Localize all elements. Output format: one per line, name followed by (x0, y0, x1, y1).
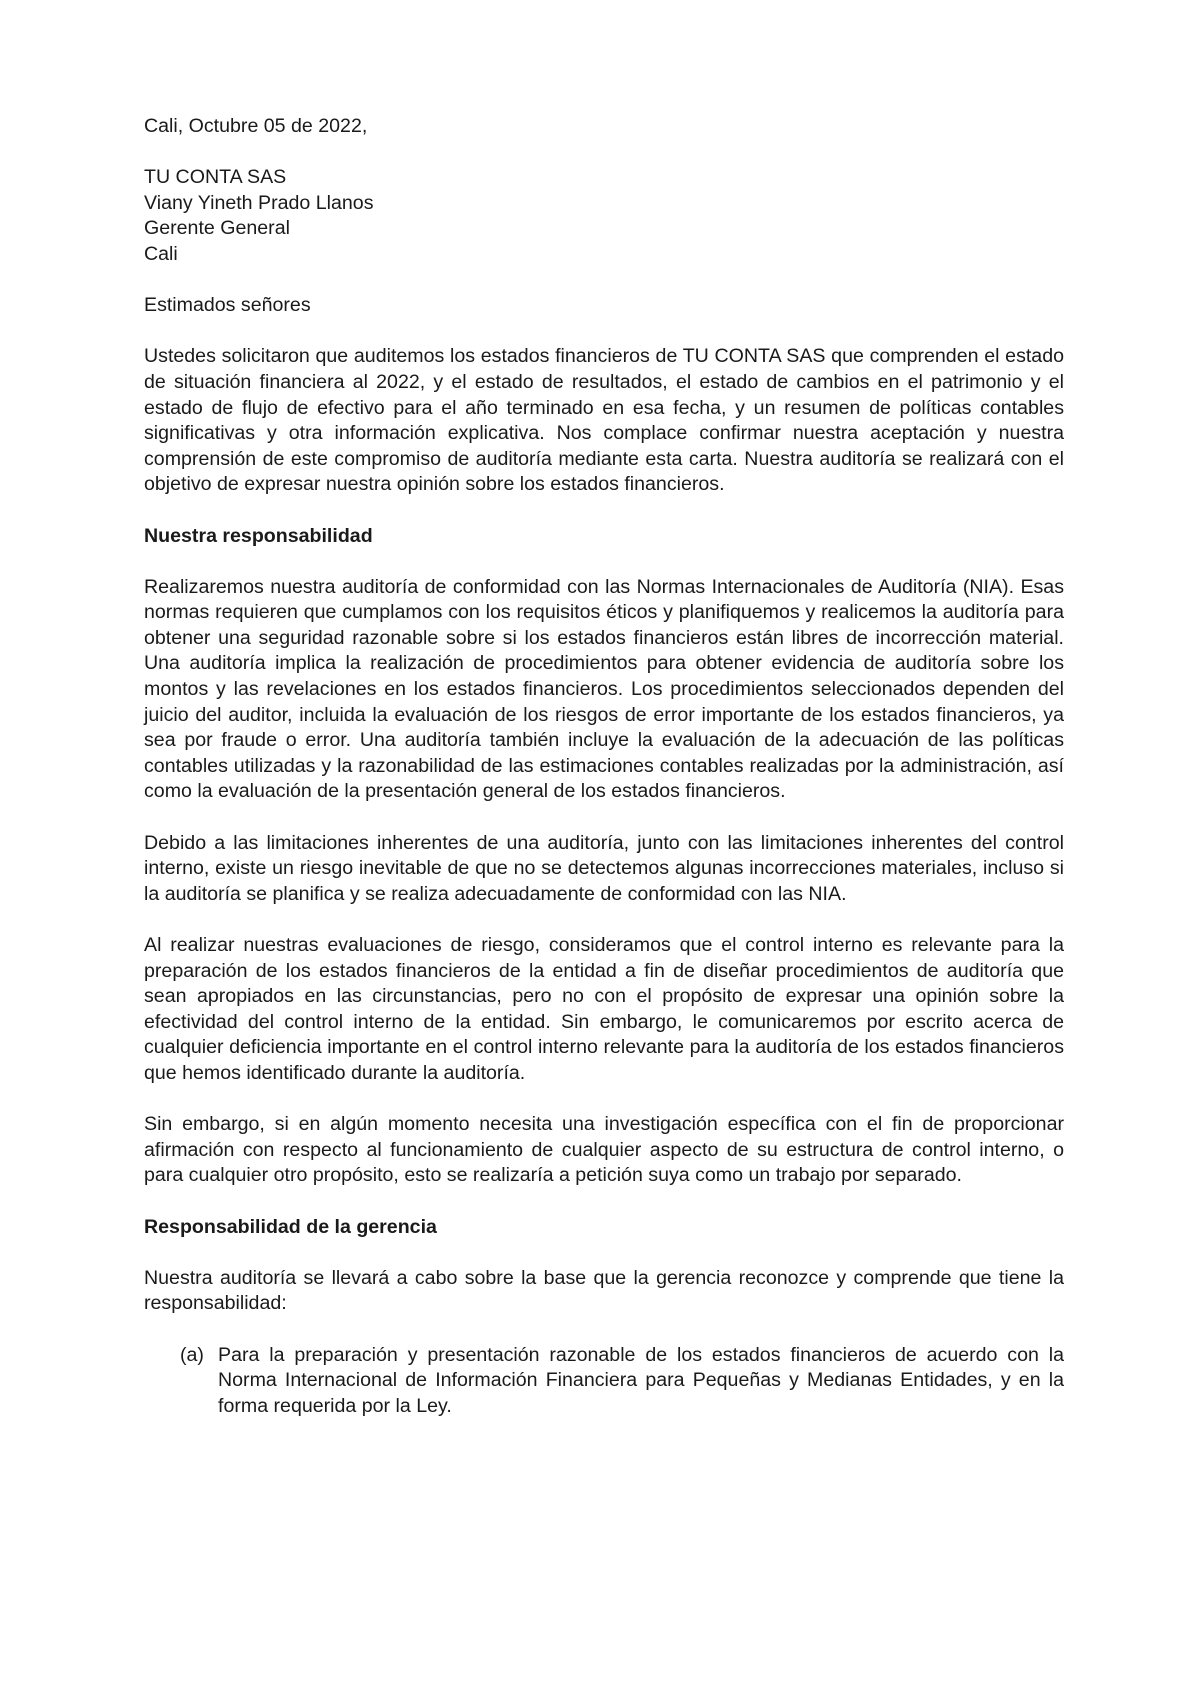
intro-paragraph: Ustedes solicitaron que auditemos los estados financieros de TU CONTA SAS que comprenden el estado de situación financiera al 2022, y el estado de resultados, el estado de cambios en el patrimonio y el estado de flujo de efectivo para el año terminado en esa fecha, y un resumen de políticas contables significativas y otra información explicativa. Nos complace confirmar nuestra aceptación y nuestra comprensión de este compromiso de auditoría mediante esta carta. Nuestra auditoría se realizará con el objetivo de expresar nuestra opinión sobre los estados financieros. (144, 345, 1064, 496)
responsibility-paragraph: Debido a las limitaciones inherentes de una auditoría, junto con las limitaciones inherentes del control interno, existe un riesgo inevitable de que no se detectemos algunas incorrecciones materiales, incluso si la auditoría se planifica y se realiza adecuadamente de conformidad con las NIA. (144, 831, 1064, 905)
spacer (144, 1189, 1064, 1215)
recipient-block (144, 165, 1064, 267)
spacer (144, 1240, 1064, 1266)
section-heading-management: Responsabilidad de la gerencia (144, 1215, 437, 1238)
recipient-company: TU CONTA SAS (144, 166, 287, 189)
management-paragraph: Nuestra auditoría se llevará a cabo sobre la base que la gerencia reconozce y comprende que tiene la responsabilidad: (144, 1266, 1064, 1315)
spacer (144, 140, 1064, 166)
responsibility-paragraph: Al realizar nuestras evaluaciones de riesgo, consideramos que el control interno es relevante para la preparación de los estados financieros de la entidad a fin de diseñar procedimientos de auditoría que sean apropiados en las circunstancias, pero no con el propósito de expresar una opinión sobre la efectividad del control interno de la entidad. Sin embargo, le comunicaremos por escrito acerca de cualquier deficiencia importante en el control interno relevante para la auditoría de los estados financieros que hemos identificado durante la auditoría. (144, 934, 1064, 1084)
spacer (144, 268, 1064, 294)
responsibility-paragraph: Realizaremos nuestra auditoría de conformidad con las Normas Internacionales de Auditoría (NIA). Esas normas requieren que cumplamos con los requisitos éticos y planifiquemos y realicemos la auditoría para obtener una seguridad razonable sobre si los estados financieros están libres de incorrección material. Una auditoría implica la realización de procedimientos para obtener evidencia de auditoría sobre los montos y las revelaciones en los estados financieros. Los procedimientos seleccionados dependen del juicio del auditor, incluida la evaluación de los riesgos de error importante de los estados financieros, ya sea por fraude o error. Una auditoría también incluye la evaluación de la adecuación de las políticas contables utilizadas y la razonabilidad de las estimaciones contables realizadas por la administración, así como la evaluación de la presentación general de los estados financieros. (144, 575, 1064, 803)
list-item (144, 1343, 1064, 1420)
responsibility-paragraph: Sin embargo, si en algún momento necesita una investigación específica con el fin de proporcionar afirmación con respecto al funcionamiento de cualquier aspecto de su estructura de control interno, o para cualquier otro propósito, esto se realizaría a petición suya como un trabajo por separado. (144, 1113, 1064, 1187)
spacer (144, 319, 1064, 345)
recipient-city: Cali (144, 242, 178, 265)
responsibility-list (144, 1343, 1064, 1420)
section-heading-responsibility: Nuestra responsabilidad (144, 524, 373, 547)
list-item-marker: (a) (180, 1343, 204, 1366)
spacer (144, 907, 1064, 933)
spacer (144, 1087, 1064, 1113)
recipient-title: Gerente General (144, 217, 290, 240)
spacer (144, 498, 1064, 524)
list-item-text: Para la preparación y presentación razonable de los estados financieros de acuerdo con la Norma Internacional de Información Financiera para Pequeñas y Medianas Entidades, y en la forma requerida por la Ley. (218, 1343, 1064, 1417)
recipient-name: Viany Yineth Prado Llanos (144, 191, 374, 214)
letter-page (144, 114, 1064, 1419)
spacer (144, 549, 1064, 575)
spacer (144, 1317, 1064, 1343)
salutation: Estimados señores (144, 294, 311, 317)
date-line: Cali, Octubre 05 de 2022, (144, 115, 368, 137)
spacer (144, 805, 1064, 831)
